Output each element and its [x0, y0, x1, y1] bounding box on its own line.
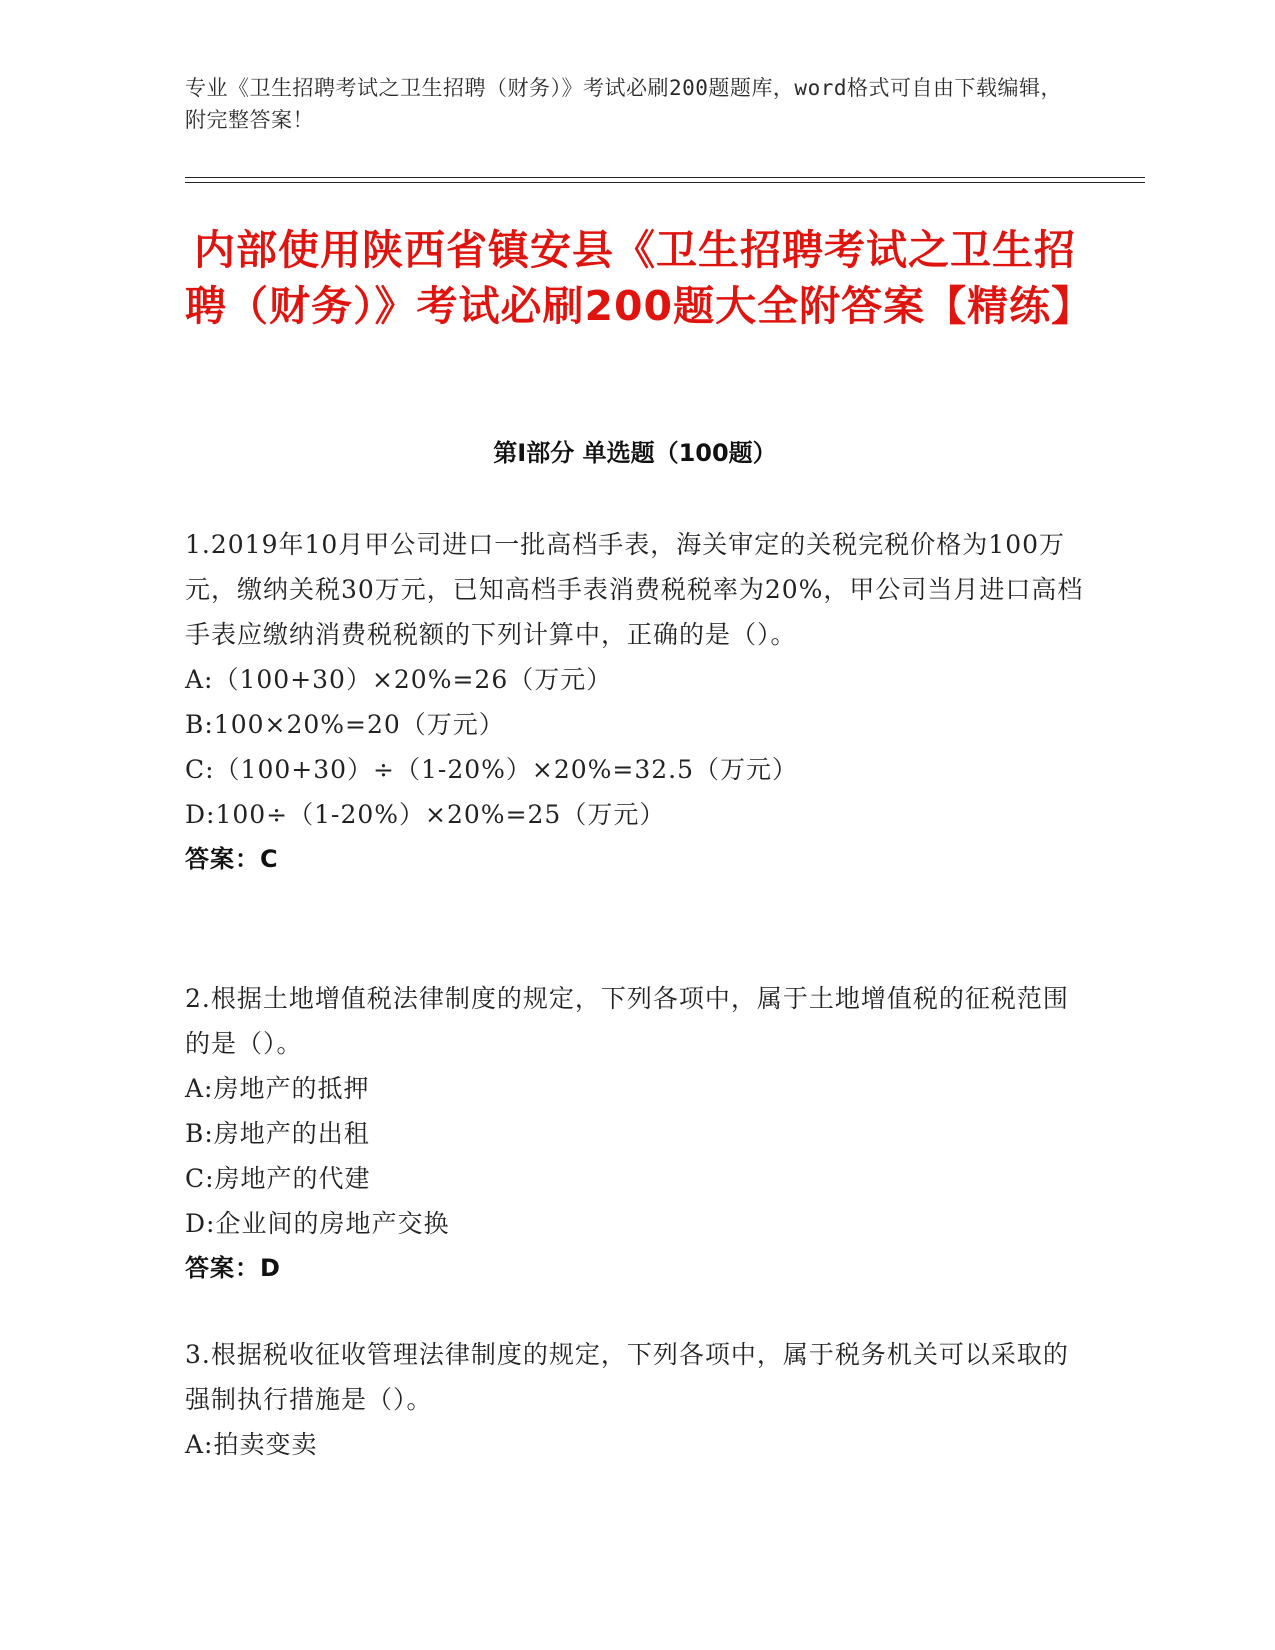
option-d: D:100÷（1-20%）×20%=25（万元）	[185, 800, 666, 829]
question-1	[185, 522, 1085, 882]
document-title: 内部使用陕西省镇安县《卫生招聘考试之卫生招聘（财务）》考试必刷200题大全附答案【精练】	[185, 226, 1094, 330]
option-d: D:企业间的房地产交换	[185, 1209, 450, 1238]
option-c: C:房地产的代建	[185, 1164, 371, 1193]
question-stem: 1.2019年10月甲公司进口一批高档手表，海关审定的关税完税价格为100万元，缴纳关税30万元，已知高档手表消费税税率为20%，甲公司当月进口高档手表应缴纳消费税税额的下列计算中，正确的是（）。	[185, 530, 1084, 649]
option-b: B:房地产的出租	[185, 1119, 370, 1148]
header-divider-top	[185, 177, 1145, 178]
option-b: B:100×20%=20（万元）	[185, 710, 505, 739]
question-2	[185, 976, 1085, 1291]
question-stem: 2.根据土地增值税法律制度的规定，下列各项中，属于土地增值税的征税范围的是（）。	[185, 984, 1069, 1058]
question-stem: 3.根据税收征收管理法律制度的规定，下列各项中，属于税务机关可以采取的强制执行措施是（）。	[185, 1340, 1069, 1414]
option-a: A:拍卖变卖	[185, 1430, 318, 1459]
section-heading: 第I部分 单选题（100题）	[493, 439, 777, 467]
option-a: A:房地产的抵押	[185, 1074, 370, 1103]
answer-line: 答案：D	[185, 1254, 281, 1282]
option-c: C:（100+30）÷（1-20%）×20%=32.5（万元）	[185, 755, 799, 784]
answer-line: 答案：C	[185, 845, 279, 873]
header-divider-bottom	[185, 182, 1145, 183]
header-note: 专业《卫生招聘考试之卫生招聘（财务）》考试必刷200题题库，word格式可自由下载编辑，附完整答案！	[185, 76, 1062, 132]
option-a: A:（100+30）×20%=26（万元）	[185, 665, 613, 694]
question-3	[185, 1332, 1085, 1467]
